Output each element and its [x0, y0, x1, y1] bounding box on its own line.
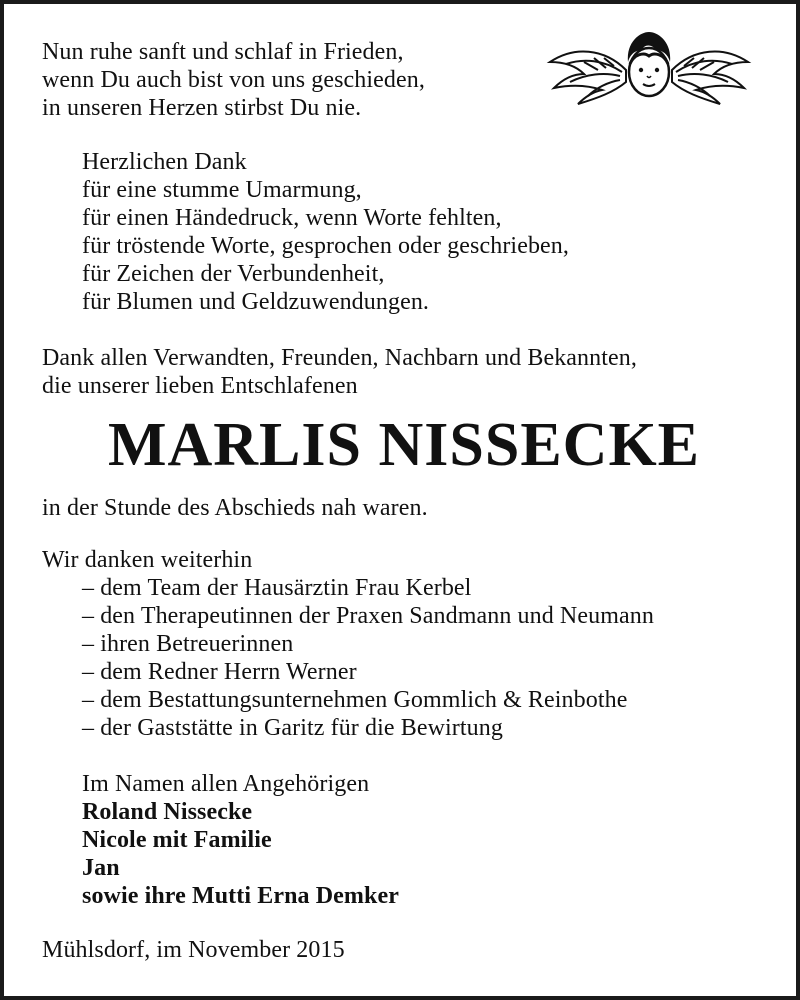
deceased-name: MARLIS NISSECKE: [107, 411, 701, 479]
thanks-line-3: für einen Händedruck, wenn Worte fehlten,: [82, 205, 502, 231]
further-item-5: – dem Bestattungsunternehmen Gommlich & Reinbothe: [82, 687, 628, 713]
signatory-1: Roland Nissecke: [82, 799, 253, 825]
intro-line-2: die unserer lieben Entschlafenen: [42, 373, 358, 399]
thanks-line-2: für eine stumme Umarmung,: [82, 177, 362, 203]
signatory-3: Jan: [82, 855, 120, 881]
intro-line-1: Dank allen Verwandten, Freunden, Nachbarn und Bekannten,: [42, 345, 637, 371]
further-heading: Wir danken weiterhin: [42, 547, 253, 573]
signatory-2: Nicole mit Familie: [82, 827, 272, 853]
angel-cherub-icon: [544, 28, 754, 108]
thanks-line-6: für Blumen und Geldzuwendungen.: [82, 289, 430, 315]
further-item-4: – dem Redner Herrn Werner: [82, 659, 357, 685]
thanks-line-4: für tröstende Worte, gesprochen oder geschrieben,: [82, 233, 570, 259]
poem-line-1: Nun ruhe sanft und schlaf in Frieden,: [42, 39, 404, 65]
poem-line-3: in unseren Herzen stirbst Du nie.: [42, 95, 362, 121]
after-name-line: in der Stunde des Abschieds nah waren.: [42, 495, 428, 521]
poem-line-2: wenn Du auch bist von uns geschieden,: [42, 67, 425, 93]
thanks-line-5: für Zeichen der Verbundenheit,: [82, 261, 385, 287]
signature-heading: Im Namen allen Angehörigen: [82, 771, 370, 797]
further-item-3: – ihren Betreuerinnen: [82, 631, 294, 657]
further-item-6: – der Gaststätte in Garitz für die Bewirtung: [82, 715, 503, 741]
thanks-line-1: Herzlichen Dank: [82, 149, 247, 175]
further-item-1: – dem Team der Hausärztin Frau Kerbel: [82, 575, 472, 601]
place-date: Mühlsdorf, im November 2015: [42, 937, 345, 963]
further-item-2: – den Therapeutinnen der Praxen Sandmann und Neumann: [82, 603, 654, 629]
signatory-4: sowie ihre Mutti Erna Demker: [82, 883, 399, 909]
